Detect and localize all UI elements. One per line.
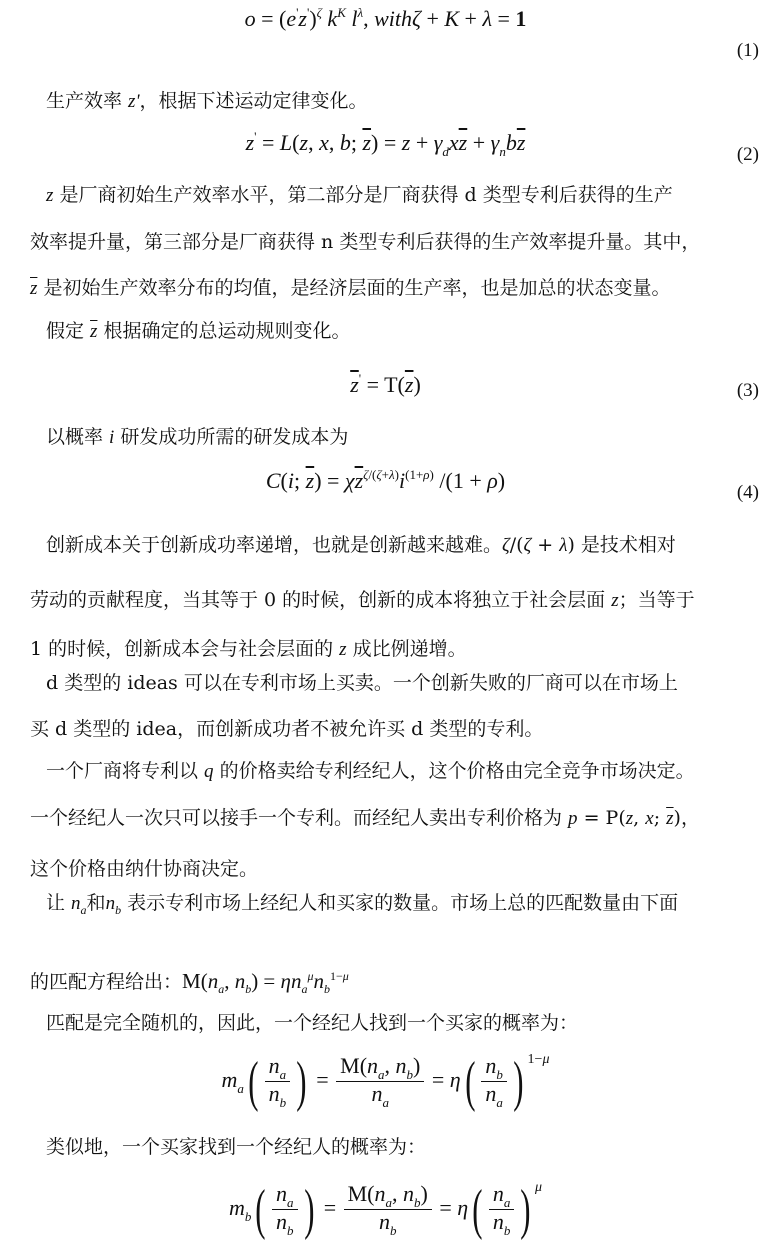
equation-5: $M(n_a$, $n_b) = \eta n_a^\mu n_b^{1-\mu}$	[182, 968, 349, 996]
equation-2: z' = L(z, x, b; $\overline{z}) = z + \gamma_dx\overline{z} + \gamma_nb\overline{z}$	[245, 129, 526, 159]
equation-3-number: (3)	[736, 380, 759, 401]
equation-7: $m_b$( $\frac{n_a}{n_b}$ ) = $\frac{M(n_a, n_b)}{n_b}$ = η( $\frac{n_a}{n_b}$ ) $^\mu$	[228, 1178, 543, 1241]
equation-1-number: (1)	[736, 40, 759, 61]
paragraph-8: 让 $n_a$和$n_b$ 表示专利市场上经纪人和买家的数量。市场上总的匹配数量由下面 的匹配方程给出：$M(n_a$, $n_b) = \eta n_a^\mu n_b^{1-\mu}$	[30, 892, 679, 996]
paragraph-3: 假定 $\overline{z}$ 根据确定的总运动规则变化。	[46, 320, 351, 342]
equation-4: C(i; $\overline{z}) = \chi\overline{z}^{\zeta/(\zeta+\lambda)}i^{(1+\rho)}$ /(1 + ρ)	[265, 467, 506, 493]
paragraph-6: d 类型的 ideas 可以在专利市场上买卖。一个创新失败的厂商可以在市场上 买 d 类型的 idea，而创新成功者不被允许买 d 类型的专利。	[30, 672, 678, 740]
paragraph-5: 创新成本关于创新成功率递增，也就是创新越来越难。ζ/(ζ + λ) 是技术相对 劳动的贡献程度，当其等于 0 的时候，创新的成本将独立于社会层面 z；当等于 1 的时候，创新成本会与社会层面的 z 成比例递增。	[30, 534, 695, 660]
paragraph-9: 匹配是完全随机的，因此，一个经纪人找到一个买家的概率为：	[46, 1012, 579, 1034]
equation-2-number: (2)	[736, 144, 759, 165]
paragraph-4: 以概率 i 研发成功所需的研发成本为	[46, 426, 349, 448]
equation-1: $o = (e'z')^\zeta$ $k^K$ $l^\lambda$, withζ + K + λ = 1	[244, 5, 527, 31]
paragraph-2: z 是厂商初始生产效率水平，第二部分是厂商获得 d 类型专利后获得的生产 效率提升量，第三部分是厂商获得 n 类型专利后获得的生产效率提升量。其中， $\overline{z}$ 是初始生产效率分布的均值，是经济层面的生产率，也是加总的状态变量。	[30, 184, 701, 299]
paragraph-7: 一个厂商将专利以 q 的价格卖给专利经纪人，这个价格由完全竞争市场决定。 一个经纪人一次只可以接手一个专利。而经纪人卖出专利价格为 p = P(z, x; $\overline{z}$)， 这个价格由纳什协商决定。	[30, 760, 700, 880]
equation-3: $\overline{z}' = T(\overline{z})$	[350, 371, 421, 397]
paragraph-10: 类似地，一个买家找到一个经纪人的概率为：	[46, 1136, 427, 1158]
equation-4-number: (4)	[736, 482, 759, 503]
equation-6: $m_a$( $\frac{n_a}{n_b}$ ) = $\frac{M(n_a, n_b)}{n_a}$ = η( $\frac{n_b}{n_a}$ ) $^{1-\mu}$	[221, 1050, 550, 1113]
paragraph-1: 生产效率 z'，根据下述运动定律变化。	[46, 90, 368, 112]
